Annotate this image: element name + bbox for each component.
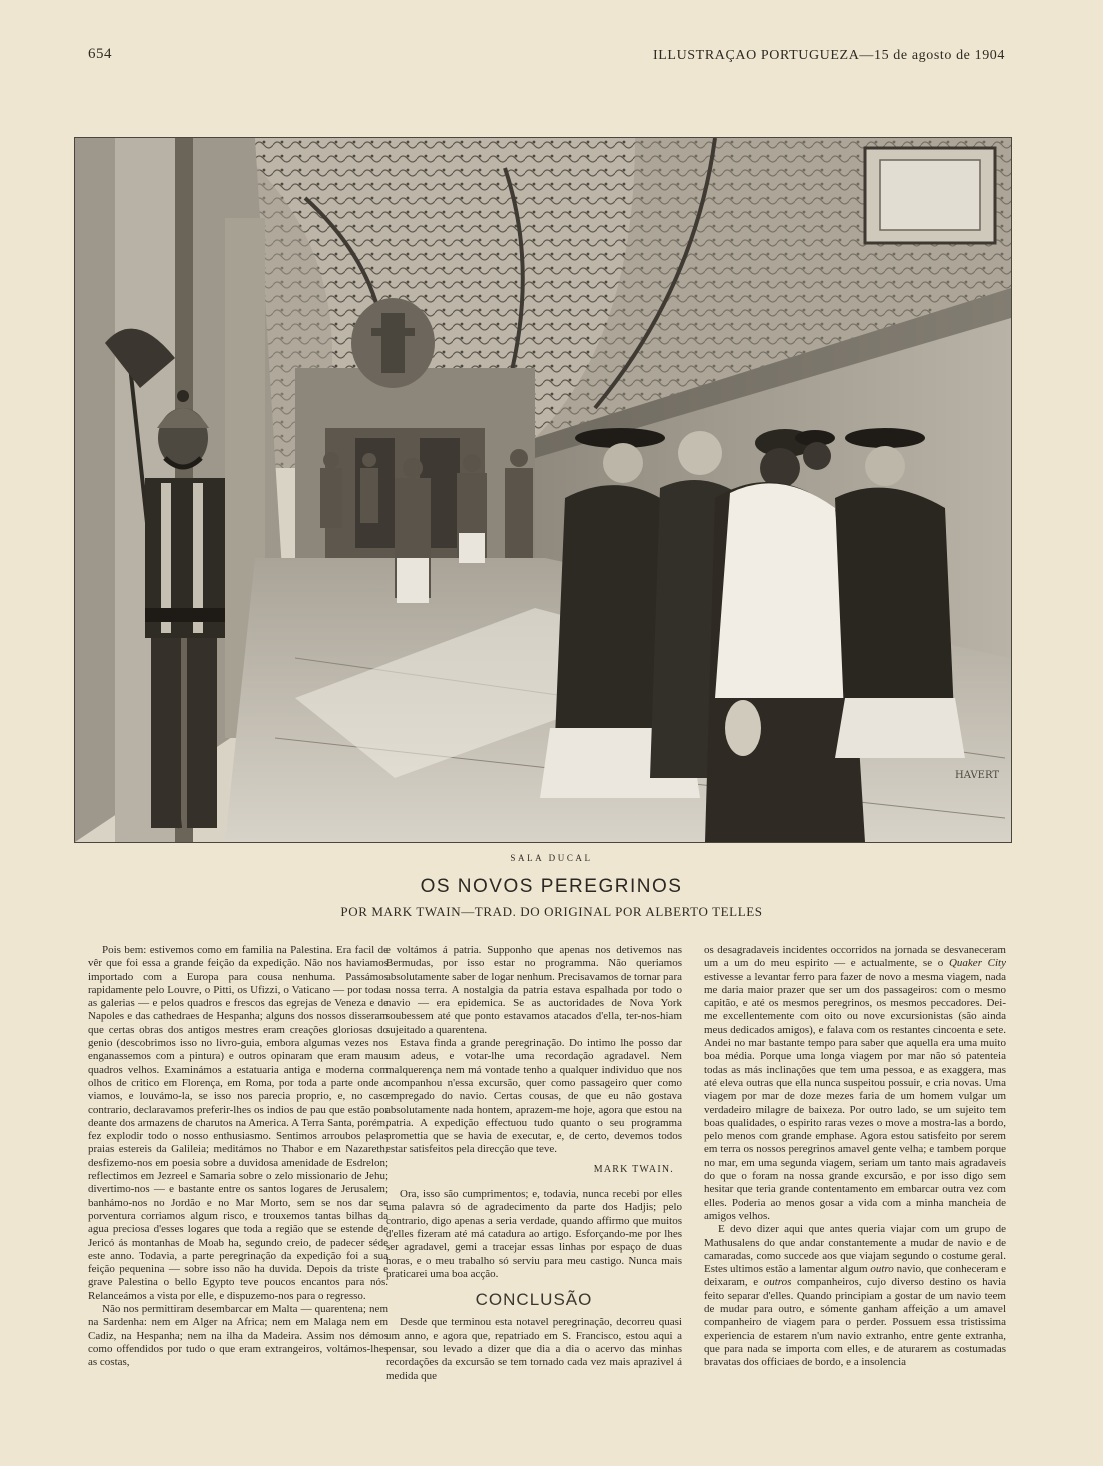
text-column-2: [386, 944, 682, 1383]
text-column-3: [704, 944, 1006, 1370]
section-heading: CONCLUSÃO: [475, 1290, 593, 1310]
ship-name: Quaker City: [948, 957, 1006, 970]
text-column-1: [88, 944, 388, 1370]
paragraph: Pois bem: estivemos como em familia na Palestina. Era facil de vêr que foi essa a grande feição da expedição. Não nos haviamos importado com a Europa para cousa nenhuma. Passámos rapidamente pelo Louvre, o Pitti, os Ufizzi, o Vaticano — por todas as galerias — e pelos quadros e frescos das egrejas de Veneza e de Napoles e das cathedraes de Hespanha; alguns dos nossos disseram que certas obras dos antigos mestres eram creações gloriosas do genio (descobrimos isso no livro-guia, embora algumas vezes nos enganassemos com a pintura) e outros opinaram que eram maus quadros velhos. Examinámos a estatuaria antiga e moderna com olhos de critico em Florença, em Roma, por toda a parte onde a viamos, e louvámo-la, se isso nos parecia proprio, e, no caso contrario, declaravamos preferir-lhes os indios de pau que estão por deante dos armazens de charutos na America. A Terra Santa, porém, fez explodir todo o nosso enthusiasmo. Sentimos arroubos pelas praias estereis da Galileia; meditámos no Thabor e em Nazareth; desfizemo-nos em poesia sobre a duvidosa amenidade de Esdrelon; reflectimos em Jezreel e Samaria sobre o zelo missionario de Jehu; divertimo-nos — e bastante entre os santos logares de Jerusalem; banhámo-nos no Jordão e no Mar Morto, sem se nos dar se porventura corriamos algum risco, e trouxemos tantas bilhas da agua preciosa d'esses logares que toda a região que se estende de Jericó ás montanhas de Moab ha, segundo creio, de padecer séde este anno. Todavia, a parte peregrinação da expedição foi a sua feição pequenina — sobre isso não ha duvida. Depois da triste e grave Palestina o bello Egypto teve poucos encantos para nós. Relanceámos a vista por elle, e dispuzemo-nos para o regresso.: [88, 944, 388, 1302]
emphasis: outro: [870, 1263, 894, 1276]
illustration-sala-ducal: [74, 137, 1012, 843]
paragraph: [704, 1223, 1006, 1369]
text-run: os desagradaveis incidentes occorridos na jornada se desvaneceram um a um do meu espirito — e actualmente, se o: [704, 944, 1006, 970]
paragraph: Estava finda a grande peregrinação. Do intimo lhe posso dar um adeus, e votar-lhe uma recordação agradavel. Nem malquerença nem má vontade tenho a qualquer individuo que nos acompanhou n'essa excursão, quer como passageiro quer como empregado do navio. Certas cousas, de que eu não gostava absolutamente nada hontem, aprazem-me hoje, agora que estou na patria. A expedição effectuou tudo quanto o seu programma promettia que se havia de executar, e, de certo, devemos todos estar satisfeitos pela direcção que teve.: [386, 1037, 682, 1156]
text-run: navio, que conheceram e deixaram, e: [704, 1263, 1006, 1289]
paragraph: Desde que terminou esta notavel peregrinação, decorreu quasi um anno, e agora que, repatriado em S. Francisco, estou aqui a pensar, sou levado a dizer que dia a dia o acervo das minhas recordações da excursão se tem tornado cada vez mais aprazivel á medida que: [386, 1316, 682, 1382]
text-run: companheiros, cujo diverso destino os havia feito separar d'elles. Quando principiam a gostar de um navio teem de mudar para outro, e sómente ganham affeição a um amavel companheiro de viagem para o perder. Possuem essa tristissima experiencia de estarem n'um navio extranho, entre gente extranha, que para nada se importa com elles, e de aturarem as costumadas bravatas dos officiaes de bordo, e a insolencia: [704, 1276, 1006, 1369]
text-run: E devo dizer aqui que antes queria viajar com um grupo de Mathusalens do que andar constantemente a mudar de navio e de camaradas, como succede aos que viajam segundo o costume geral. Estes ultimos estão a lamentar algum: [704, 1223, 1006, 1276]
article-title: OS NOVOS PEREGRINOS: [420, 876, 683, 897]
paragraph: [704, 944, 1006, 1223]
illustration-caption: SALA DUCAL: [510, 853, 593, 863]
paragraph: Ora, isso são cumprimentos; e, todavia, nunca recebi por elles uma palavra só de agradecimento da parte dos Hadjis; pelo contrario, digo apenas a seria verdade, quando affirmo que muitos d'elles fizeram até má catadura ao artigo. Esforçando-me por lhes ser agradavel, gemi a tracejar essas linhas por espaço de duas horas, e o meu trabalho só serviu para meu castigo. Nunca mais praticarei uma boa acção.: [386, 1188, 682, 1280]
artist-signature: HAVERT: [955, 770, 999, 781]
article-byline: POR MARK TWAIN—TRAD. DO ORIGINAL POR ALBERTO TELLES: [340, 904, 763, 919]
author-signature: MARK TWAIN.: [593, 1163, 674, 1175]
text-run: estivesse a levantar ferro para fazer de novo a mesma viagem, nada me daria maior prazer que ser um dos passageiros: com o mesmo capitão, e até os mesmos peregrinos, os mesmos peccadores. Dei-me excellentemente com oito ou nove excursionistas (são ainda meus dedicados amigos), e falava com os restantes cincoenta e sete. Andei no mar bastante tempo para saber que aquella era uma muito boa média. Porque uma longa viagem por mar não só patenteia todas as más inclinações que tem uma pessoa, e as exaggera, mas até eleva outras que ella nunca suspeitou possuir, e cria novas. Uma viagem por mar de doze mezes faria de um homem vulgar um verdadeiro milagre de baixeza. Por outro lado, se um sujeito tem boas qualidades, o espirito raras vezes o move a mostra-las a bordo, pelo menos com grande emphase. Agora estou satisfeito por serem em terra os nossos peregrinos amavel gente velha; e tambem porque no mar, em uma segunda viagem, seriam um tanto mais agradaveis do que o foram na nossa grande excursão, e por isso digo sem hesitar que teria grande contentamento em embarcar outra vez com elles. Poderia ao menos gosar a vida com a minha mancheia de amigos velhos.: [704, 970, 1006, 1222]
emphasis: outros: [763, 1276, 792, 1289]
paragraph: Não nos permittiram desembarcar em Malta — quarentena; nem na Sardenha: nem em Alger na Africa; nem em Malaga nem em Cadiz, na Hespanha; nem na ilha da Madeira. Assim nos démos como offendidos por tudo o que eram extrangeiros, voltámos-lhes as costas,: [88, 1303, 388, 1369]
page-number: 654: [88, 46, 112, 62]
running-head: ILLUSTRAÇAO PORTUGUEZA—15 de agosto de 1904: [653, 48, 1005, 63]
paragraph: e voltámos á patria. Supponho que apenas nos detivemos nas Bermudas, por isso estar no programma. Não queriamos absolutamente saber de logar nenhum. Precisavamos de tornar para a nossa terra. A nostalgia da patria estava espalhada por todo o navio — era epidemica. Se as auctoridades de Nova York soubessem até que ponto estavamos atacados d'ella, ter-nos-hiam sujeitado a quarentena.: [386, 944, 682, 1036]
